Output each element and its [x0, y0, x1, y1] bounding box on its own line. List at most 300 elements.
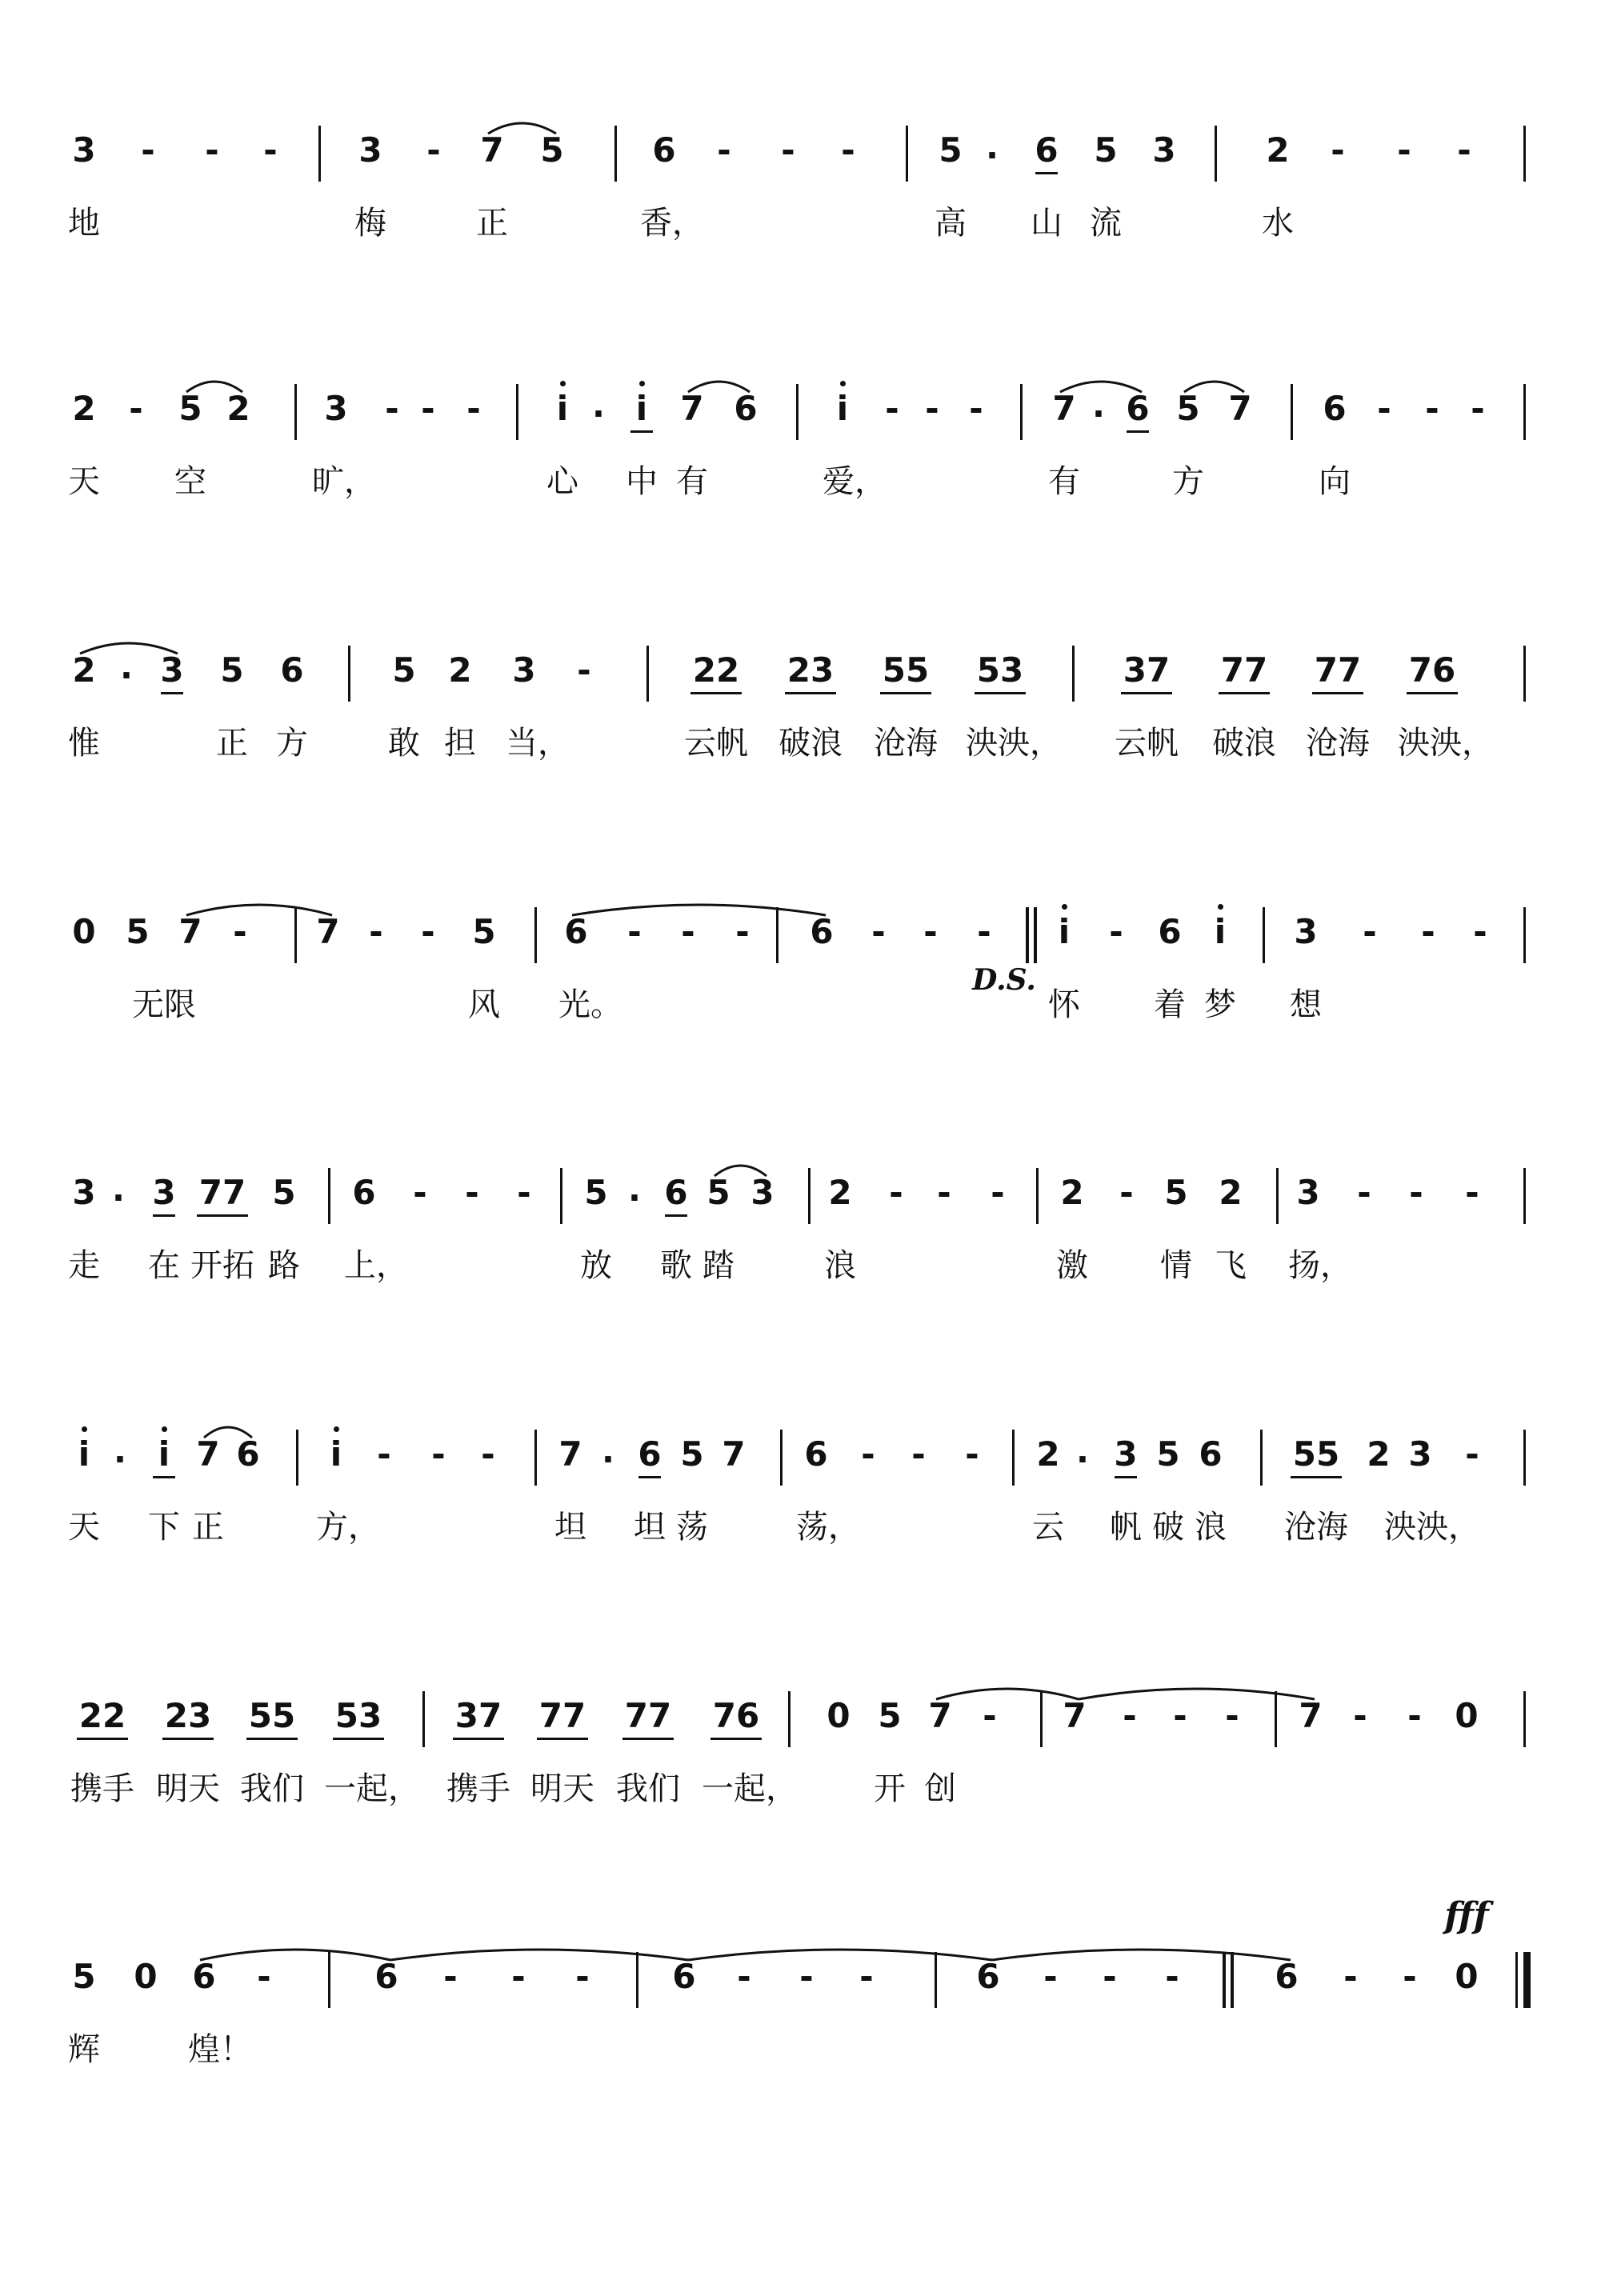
lyric-text: 破浪: [778, 725, 843, 762]
lyric-text: 高: [935, 205, 967, 242]
note: 77: [198, 1173, 246, 1212]
note: 3: [1114, 1434, 1138, 1474]
lyric-text: 明天: [156, 1770, 220, 1807]
lyric-text: 光。: [558, 986, 622, 1023]
note: 76: [1408, 650, 1456, 690]
lyric-text: 向: [1319, 463, 1351, 500]
note: 5: [878, 1696, 902, 1735]
slur-mark: [1079, 1689, 1315, 1699]
duration-dash: -: [385, 389, 399, 428]
note: 0: [1455, 1696, 1479, 1735]
barline: [318, 126, 321, 182]
lyric-text: 正: [192, 1509, 224, 1546]
lyric-text: 有: [1048, 463, 1080, 500]
duration-dash: -: [1471, 389, 1485, 428]
note: 6: [236, 1434, 260, 1474]
note: 6: [564, 912, 588, 951]
duration-dash: -: [205, 130, 219, 170]
barline: [1012, 1430, 1015, 1486]
barline: [780, 1430, 782, 1486]
duration-dash: -: [735, 912, 750, 951]
lyric-text: 水: [1262, 205, 1294, 242]
lyric-text: 怀: [1048, 986, 1080, 1023]
duration-dash: -: [129, 389, 143, 428]
lyric-text: 沧海: [1284, 1509, 1348, 1546]
note: 53: [976, 650, 1024, 690]
note: 6: [638, 1434, 662, 1474]
note: 77: [538, 1696, 586, 1735]
note: 7: [316, 912, 340, 951]
note: 3: [72, 130, 96, 170]
note: i: [1058, 912, 1071, 951]
note: 7: [1299, 1696, 1323, 1735]
octave-dot: [162, 1426, 167, 1432]
lyric-text: 开: [874, 1770, 906, 1807]
note: 0: [1455, 1957, 1479, 1996]
barline: [646, 646, 649, 702]
lyric-text: 携手: [70, 1770, 134, 1807]
lyric-text: 走: [68, 1247, 100, 1284]
lyric-text: 我们: [616, 1770, 680, 1807]
duration-dash: -: [517, 1173, 531, 1212]
duration-dash: -: [1457, 130, 1471, 170]
duration-dash: -: [781, 130, 795, 170]
duration-dash: -: [443, 1957, 458, 1996]
note: i: [78, 1434, 90, 1474]
lyric-text: 在: [148, 1247, 180, 1284]
note: i: [635, 389, 648, 428]
lyric-text: 沧海: [874, 725, 938, 762]
note: 77: [1220, 650, 1268, 690]
note: 5: [1094, 130, 1118, 170]
barline: [906, 126, 908, 182]
lyric-text: 放: [580, 1247, 612, 1284]
octave-dot: [82, 1426, 87, 1432]
note: 6: [664, 1173, 688, 1212]
beam-underline: [710, 1738, 762, 1740]
note: 5: [540, 130, 564, 170]
double-barline: [1231, 1952, 1234, 2008]
lyric-text: 踏: [702, 1247, 734, 1284]
lyric-text: 天: [68, 463, 100, 500]
slur-mark: [572, 905, 826, 915]
dal-segno-mark: D.S.: [972, 963, 1036, 997]
barline: [1523, 1691, 1526, 1747]
augmentation-dot: .: [1092, 386, 1105, 425]
lyric-text: 地: [68, 205, 100, 242]
duration-dash: -: [421, 389, 435, 428]
duration-dash: -: [1109, 912, 1123, 951]
note: 7: [1228, 389, 1252, 428]
duration-dash: -: [1119, 1173, 1134, 1212]
lyric-text: 煌！: [188, 2031, 252, 2068]
duration-dash: -: [737, 1957, 751, 1996]
barline: [788, 1691, 790, 1747]
note: 5: [178, 389, 202, 428]
duration-dash: -: [1397, 130, 1411, 170]
lyric-text: 坦: [634, 1509, 666, 1546]
double-barline: [1026, 907, 1029, 963]
lyric-text: 云帆: [684, 725, 748, 762]
lyric-text: 泱泱，: [966, 725, 1062, 762]
lyric-text: 沧海: [1306, 725, 1370, 762]
note: 3: [324, 389, 348, 428]
note: 3: [1152, 130, 1176, 170]
note: 6: [374, 1957, 398, 1996]
duration-dash: -: [977, 912, 991, 951]
note: 3: [1408, 1434, 1432, 1474]
augmentation-dot: .: [592, 386, 605, 425]
beam-underline: [690, 692, 742, 694]
beam-underline: [1312, 692, 1363, 694]
barline: [808, 1168, 811, 1224]
duration-dash: -: [841, 130, 855, 170]
barline: [1040, 1691, 1043, 1747]
beam-underline: [622, 1738, 674, 1740]
duration-dash: -: [421, 912, 435, 951]
duration-dash: -: [969, 389, 983, 428]
note: 2: [1219, 1173, 1243, 1212]
lyric-text: 敢: [388, 725, 420, 762]
duration-dash: -: [923, 912, 938, 951]
duration-dash: -: [1465, 1434, 1479, 1474]
duration-dash: -: [1363, 912, 1377, 951]
duration-dash: -: [466, 389, 481, 428]
note: 7: [196, 1434, 220, 1474]
note: 53: [334, 1696, 382, 1735]
augmentation-dot: .: [986, 127, 999, 166]
lyric-text: 空: [174, 463, 206, 500]
lyric-text: 风: [468, 986, 500, 1023]
lyric-text: 云帆: [1115, 725, 1179, 762]
note: 5: [584, 1173, 608, 1212]
lyric-text: 方: [1172, 463, 1204, 500]
barline: [1276, 1168, 1279, 1224]
note: i: [330, 1434, 342, 1474]
duration-dash: -: [1225, 1696, 1239, 1735]
duration-dash: -: [911, 1434, 926, 1474]
duration-dash: -: [426, 130, 441, 170]
barline: [296, 1430, 298, 1486]
note: 7: [928, 1696, 952, 1735]
lyric-text: 当，: [506, 725, 570, 762]
note: 3: [1294, 912, 1318, 951]
note: 6: [192, 1957, 216, 1996]
note: 3: [160, 650, 184, 690]
note: 0: [72, 912, 96, 951]
lyric-text: 明天: [530, 1770, 594, 1807]
note: 7: [1063, 1696, 1087, 1735]
duration-dash: -: [511, 1957, 526, 1996]
barline: [1523, 1430, 1526, 1486]
lyric-text: 扬，: [1288, 1247, 1352, 1284]
barline: [1523, 646, 1526, 702]
note: 76: [712, 1696, 760, 1735]
augmentation-dot: .: [1076, 1431, 1089, 1470]
augmentation-dot: .: [112, 1170, 125, 1209]
lyric-text: 香，: [640, 205, 704, 242]
note: 22: [692, 650, 740, 690]
duration-dash: -: [937, 1173, 951, 1212]
barline: [776, 907, 778, 963]
barline: [1260, 1430, 1263, 1486]
slur-mark: [688, 1950, 992, 1960]
beam-underline: [1115, 1476, 1137, 1478]
octave-dot: [560, 381, 566, 386]
barline: [935, 1952, 937, 2008]
duration-dash: -: [1409, 1173, 1423, 1212]
barline: [294, 907, 297, 963]
note: 2: [72, 389, 96, 428]
duration-dash: -: [1473, 912, 1487, 951]
duration-dash: -: [717, 130, 731, 170]
beam-underline: [537, 1738, 588, 1740]
lyric-text: 心: [546, 463, 578, 500]
lyric-text: 无限: [132, 986, 196, 1023]
duration-dash: -: [1407, 1696, 1422, 1735]
lyric-text: 路: [268, 1247, 300, 1284]
duration-dash: -: [859, 1957, 874, 1996]
duration-dash: -: [1103, 1957, 1117, 1996]
lyric-text: 天: [68, 1509, 100, 1546]
note: 7: [480, 130, 504, 170]
barline: [1072, 646, 1075, 702]
slur-layer: [0, 102, 1605, 170]
duration-dash: -: [413, 1173, 427, 1212]
beam-underline: [1407, 692, 1458, 694]
lyric-text: 一起，: [324, 1770, 420, 1807]
lyric-text: 上，: [344, 1247, 408, 1284]
barline: [1036, 1168, 1039, 1224]
augmentation-dot: .: [602, 1431, 614, 1470]
beam-underline: [665, 1214, 687, 1217]
beam-underline: [630, 430, 653, 433]
double-barline: [1034, 907, 1037, 963]
note: 6: [810, 912, 834, 951]
duration-dash: -: [1165, 1957, 1179, 1996]
lyric-text: 正: [216, 725, 248, 762]
beam-underline: [246, 1738, 298, 1740]
lyric-text: 浪: [824, 1247, 856, 1284]
note: 3: [750, 1173, 774, 1212]
note: 55: [882, 650, 930, 690]
note: 6: [804, 1434, 828, 1474]
note: 2: [1266, 130, 1290, 170]
duration-dash: -: [889, 1173, 903, 1212]
note: 5: [939, 130, 963, 170]
note: 22: [78, 1696, 126, 1735]
note: 3: [72, 1173, 96, 1212]
slur-mark: [390, 1950, 688, 1960]
note: 2: [1367, 1434, 1391, 1474]
lyric-text: 开拓: [190, 1247, 254, 1284]
lyric-text: 泱泱，: [1384, 1509, 1480, 1546]
duration-dash: -: [577, 650, 591, 690]
beam-underline: [153, 1214, 175, 1217]
barline: [1523, 384, 1526, 440]
beam-underline: [1121, 692, 1172, 694]
duration-dash: -: [861, 1434, 875, 1474]
duration-dash: -: [991, 1173, 1005, 1212]
barline: [328, 1168, 330, 1224]
duration-dash: -: [1353, 1696, 1367, 1735]
note: 6: [1035, 130, 1059, 170]
note: 2: [1060, 1173, 1084, 1212]
barline: [1523, 907, 1526, 963]
note: 3: [512, 650, 536, 690]
lyric-text: 惟: [68, 725, 100, 762]
beam-underline: [453, 1738, 504, 1740]
duration-dash: -: [885, 389, 899, 428]
note: i: [836, 389, 849, 428]
note: 5: [706, 1173, 730, 1212]
duration-dash: -: [465, 1173, 479, 1212]
note: 5: [1164, 1173, 1188, 1212]
barline: [516, 384, 518, 440]
note: 7: [178, 912, 202, 951]
note: 7: [1052, 389, 1076, 428]
duration-dash: -: [799, 1957, 814, 1996]
note: 77: [624, 1696, 672, 1735]
octave-dot: [1218, 904, 1223, 910]
duration-dash: -: [1465, 1173, 1479, 1212]
duration-dash: -: [377, 1434, 391, 1474]
lyric-text: 梦: [1204, 986, 1236, 1023]
duration-dash: -: [627, 912, 642, 951]
beam-underline: [161, 692, 183, 694]
duration-dash: -: [983, 1696, 997, 1735]
beam-underline: [333, 1738, 384, 1740]
note: 3: [152, 1173, 176, 1212]
lyric-text: 正: [476, 205, 508, 242]
barline: [534, 1430, 537, 1486]
duration-dash: -: [141, 130, 155, 170]
note: 5: [220, 650, 244, 690]
beam-underline: [1291, 1476, 1342, 1478]
lyric-text: 云: [1032, 1509, 1064, 1546]
lyric-text: 想: [1290, 986, 1322, 1023]
lyric-text: 创: [924, 1770, 956, 1807]
note: 2: [226, 389, 250, 428]
note: 5: [1156, 1434, 1180, 1474]
octave-dot: [840, 381, 846, 386]
note: 6: [1199, 1434, 1223, 1474]
note: 2: [72, 650, 96, 690]
lyric-text: 帆: [1110, 1509, 1142, 1546]
lyric-text: 着: [1154, 986, 1186, 1023]
duration-dash: -: [871, 912, 886, 951]
barline: [1523, 1168, 1526, 1224]
note: 55: [248, 1696, 296, 1735]
note: 5: [392, 650, 416, 690]
note: 37: [454, 1696, 502, 1735]
note: 5: [72, 1957, 96, 1996]
duration-dash: -: [681, 912, 695, 951]
note: 5: [680, 1434, 704, 1474]
barline: [1275, 1691, 1277, 1747]
duration-dash: -: [1343, 1957, 1358, 1996]
duration-dash: -: [1357, 1173, 1371, 1212]
barline: [422, 1691, 425, 1747]
duration-dash: -: [1403, 1957, 1417, 1996]
barline: [796, 384, 798, 440]
note: 3: [1296, 1173, 1320, 1212]
duration-dash: -: [481, 1434, 495, 1474]
duration-dash: -: [263, 130, 278, 170]
duration-dash: -: [1425, 389, 1439, 428]
lyric-text: 下: [148, 1509, 180, 1546]
note: 6: [352, 1173, 376, 1212]
barline: [1523, 126, 1526, 182]
lyric-text: 担: [444, 725, 476, 762]
octave-dot: [334, 1426, 339, 1432]
beam-underline: [1219, 692, 1270, 694]
note: 7: [558, 1434, 582, 1474]
note: 6: [672, 1957, 696, 1996]
duration-dash: -: [1377, 389, 1391, 428]
final-barline-thin: [1515, 1952, 1518, 2008]
lyric-text: 一起，: [702, 1770, 798, 1807]
lyric-text: 破浪: [1212, 725, 1276, 762]
barline: [636, 1952, 638, 2008]
lyric-text: 飞: [1215, 1247, 1247, 1284]
duration-dash: -: [1331, 130, 1345, 170]
note: 7: [722, 1434, 746, 1474]
slur-mark: [186, 905, 332, 915]
augmentation-dot: .: [628, 1170, 641, 1209]
note: 5: [126, 912, 150, 951]
note: 23: [786, 650, 835, 690]
slur-mark: [992, 1950, 1291, 1960]
note: 23: [164, 1696, 212, 1735]
lyric-text: 辉: [68, 2031, 100, 2068]
duration-dash: -: [257, 1957, 271, 1996]
note: 6: [1126, 389, 1150, 428]
barline: [1263, 907, 1265, 963]
lyric-text: 中: [626, 463, 658, 500]
octave-dot: [1062, 904, 1067, 910]
note: 6: [734, 389, 758, 428]
double-barline: [1223, 1952, 1226, 2008]
note: 5: [272, 1173, 296, 1212]
lyric-text: 情: [1160, 1247, 1192, 1284]
note: 6: [652, 130, 676, 170]
note: 2: [1036, 1434, 1060, 1474]
lyric-text: 爱，: [823, 463, 887, 500]
lyric-text: 携手: [446, 1770, 510, 1807]
barline: [1291, 384, 1293, 440]
duration-dash: -: [369, 912, 383, 951]
note: 6: [976, 1957, 1000, 1996]
beam-underline: [197, 1214, 248, 1217]
lyric-text: 破: [1152, 1509, 1184, 1546]
lyric-text: 歌: [660, 1247, 692, 1284]
barline: [1215, 126, 1217, 182]
note: 2: [828, 1173, 852, 1212]
lyric-text: 坦: [554, 1509, 586, 1546]
beam-underline: [1127, 430, 1149, 433]
lyric-text: 浪: [1195, 1509, 1227, 1546]
note: 3: [358, 130, 382, 170]
final-barline-thick: [1523, 1952, 1531, 2008]
beam-underline: [785, 692, 836, 694]
barline: [1020, 384, 1023, 440]
lyric-text: 方，: [316, 1509, 380, 1546]
duration-dash: -: [1123, 1696, 1137, 1735]
note: 6: [1323, 389, 1347, 428]
note: 0: [134, 1957, 158, 1996]
barline: [534, 907, 537, 963]
